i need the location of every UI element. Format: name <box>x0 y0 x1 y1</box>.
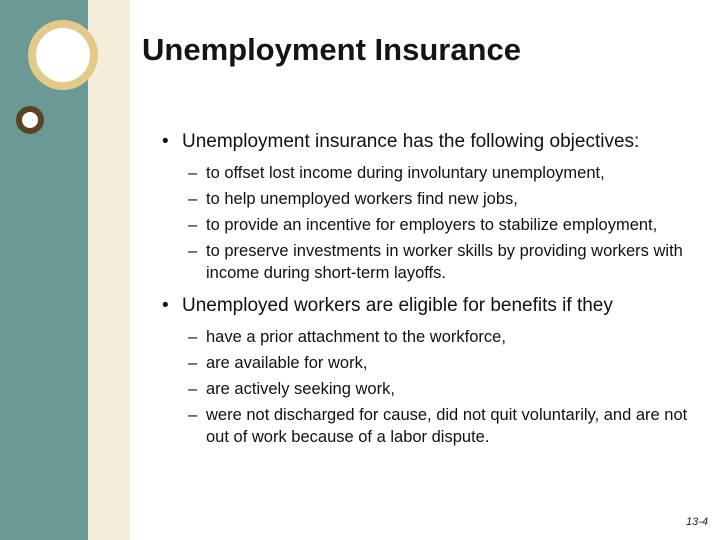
objective-item: – to preserve investments in worker skills by providing workers with income during short-term layoffs. <box>188 242 683 282</box>
objective-item: – to help unemployed workers find new jobs, <box>188 190 518 208</box>
eligibility-item: – have a prior attachment to the workforce, <box>188 328 506 346</box>
dash-marker: – <box>188 216 198 234</box>
dash-marker: – <box>188 328 198 346</box>
dash-marker: – <box>188 380 198 398</box>
page-number: 13-4 <box>685 516 708 528</box>
dash-marker: – <box>188 406 198 424</box>
bullet-objectives: • Unemployment insurance has the following objectives: <box>162 130 702 154</box>
brown-ring-decoration <box>16 106 44 134</box>
objectives-list <box>162 162 702 284</box>
dash-marker: – <box>188 242 198 260</box>
dash-marker: – <box>188 354 198 372</box>
bullet-eligibility: • Unemployed workers are eligible for benefits if they <box>162 294 702 318</box>
gold-ring-decoration <box>28 20 98 90</box>
dash-marker: – <box>188 190 198 208</box>
slide-content <box>162 130 702 458</box>
eligibility-list <box>162 326 702 448</box>
eligibility-item: – were not discharged for cause, did not quit voluntarily, and are not out of work because of a labor dispute. <box>188 406 688 446</box>
eligibility-item: – are actively seeking work, <box>188 380 395 398</box>
slide-title: Unemployment Insurance <box>142 32 521 67</box>
dash-marker: – <box>188 164 198 182</box>
objective-item: – to offset lost income during involuntary unemployment, <box>188 164 605 182</box>
eligibility-item: – are available for work, <box>188 354 368 372</box>
objective-item: – to provide an incentive for employers to stabilize employment, <box>188 216 658 234</box>
left-cream-stripe <box>88 0 130 540</box>
